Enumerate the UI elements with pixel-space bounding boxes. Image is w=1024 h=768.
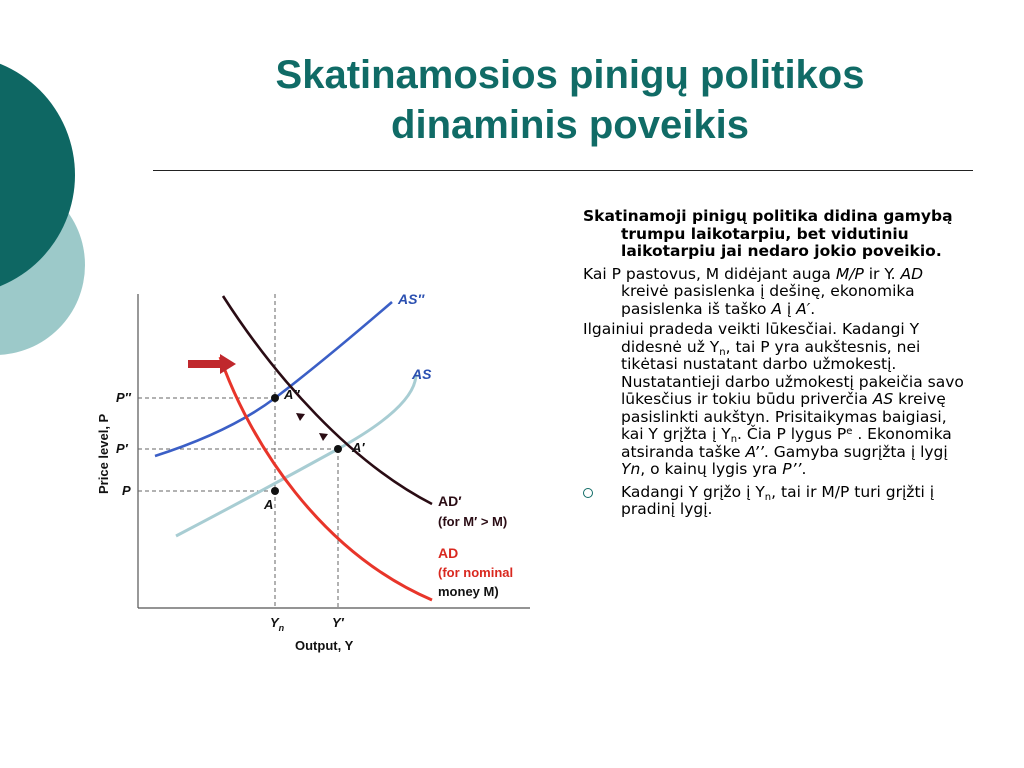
- right-arrow-icon: [188, 354, 236, 374]
- title-divider: [153, 170, 973, 171]
- tick-p: P: [122, 483, 131, 498]
- adjust-arrow-icon: [296, 413, 305, 421]
- bullet-paragraph: Kadangi Y grįžo į $Y_n$, tai ir M/P turi grįžti į pradinį lygį.: [583, 484, 968, 519]
- label-ad-prime: AD′: [438, 493, 462, 509]
- tick-p-prime: P′: [116, 441, 128, 456]
- curve-ad-prime: [223, 296, 432, 504]
- explanation-text: [583, 208, 968, 519]
- point-a: [271, 487, 279, 495]
- tick-yn: $Y_n$: [270, 615, 285, 633]
- tick-p-double-prime: P″: [116, 390, 131, 405]
- paragraph-price-constant: Kai P pastovus, M didėjant auga M/P ir Y. AD kreivė pasislenka į dešinę, ekonomika pasislenka iš taško A į A′.: [583, 264, 924, 318]
- tick-y-prime: Y′: [332, 615, 344, 630]
- label-ad: AD: [438, 545, 459, 561]
- point-a-double-prime: [271, 394, 279, 402]
- y-axis-label: Price level, P: [96, 413, 111, 494]
- label-as-double-prime: AS″: [398, 291, 425, 307]
- point-a-prime: [334, 445, 342, 453]
- title-line-1: Skatinamosios pinigų politikos: [275, 53, 865, 97]
- curve-ad: [220, 357, 432, 600]
- label-as: AS: [412, 366, 432, 382]
- x-axis-label: Output, Y: [295, 638, 354, 653]
- label-ad-prime-note: (for M′ > M): [438, 514, 508, 529]
- circle-bullet-icon: [583, 488, 593, 498]
- label-ad-note-2: money M): [438, 584, 499, 599]
- label-a: A: [264, 497, 274, 512]
- lead-paragraph: Skatinamoji pinigų politika didina gamybą trumpu laikotarpiu, bet vidutiniu laikotarpiu jai nedaro jokio poveikio.: [583, 207, 953, 260]
- label-a-double-prime: A″: [284, 387, 300, 402]
- as-ad-diagram: [90, 282, 540, 662]
- paragraph-expectations: Ilgainiui pradeda veikti lūkesčiai. Kadangi Y didesnė už $Y_n$, tai P yra aukštesnis, nei tikėtasi nustatant darbo užmokestį. Nustatantieji darbo užmokestį pakeičia savo lūkesčius ir tokiu būdu priverčia AS kreivę pasislinkti aukštyn. Prisitaikymas baigiasi, kai Y grįžta į $Y_n$. Čia P lygus $P^e$ . Ekonomika atsiranda taške A’’. Gamyba sugrįžta į lygį Yn, o kainų lygis yra P’’.: [583, 320, 964, 478]
- adjust-arrow-icon: [319, 433, 328, 441]
- title-line-2: dinaminis poveikis: [391, 103, 749, 147]
- label-a-prime: A′: [352, 440, 365, 455]
- label-ad-note-1: (for nominal: [438, 565, 514, 580]
- slide-title: [140, 50, 1000, 150]
- curve-as-double-prime: [155, 302, 392, 456]
